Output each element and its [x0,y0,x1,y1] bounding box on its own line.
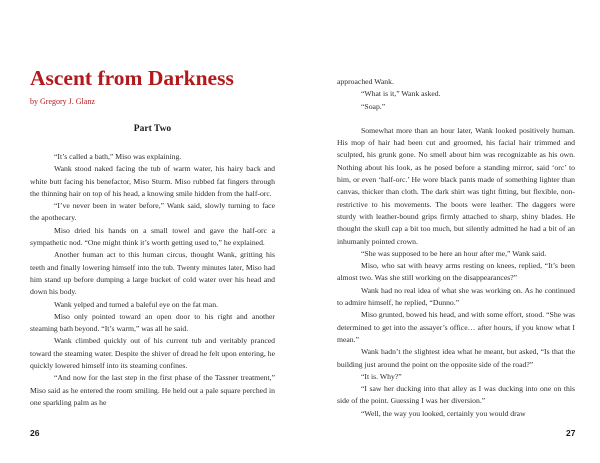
paragraph: Miso grunted, bowed his head, and with some effort, stood. “She was determined to get into the assayer’s office… after hours, if you know what I mean.” [337,310,575,344]
paragraph: “Well, the way you looked, certainly you would draw [361,408,526,418]
paragraph: “I’ve never been in water before,” Wank said, slowly turning to face the apothecary. [30,201,275,223]
paragraph: Miso dried his hands on a small towel and gave the half-orc a sympathetic nod. “One might think it’s worth getting used to,” he explained. [30,225,275,248]
paragraph: Wank hadn’t the slightest idea what he meant, but asked, “Is that the building just around the point on the opposite side of the road?” [337,347,575,369]
author-byline: by Gregory J. Glanz [30,97,95,106]
right-body-text [337,76,575,420]
paragraph: “And now for the last step in the first phase of the Tassner treatment,” Miso said as he entered the room smiling. He held out a pale square perched in one sparkling palm as he [30,373,275,407]
part-heading: Part Two [133,124,172,134]
paragraph: “I saw her ducking into that alley as I was ducking into one on this side of the point. Guessing I was her diversion.” [337,384,575,406]
paragraph: Miso only pointed toward an open door to his right and another steaming bath beyond. “It’s warm,” was all he said. [30,311,275,334]
paragraph: Wank stood naked facing the tub of warm water, his hairy back and white butt facing his benefactor, Miso Sturm. Miso rubbed fat fingers through the thinning hair on top of his head, a knowing smile hidden from the half-orc. [30,164,275,198]
paragraph: “What is it,” Wank asked. [361,89,441,99]
paragraph: Another human act to this human circus, thought Wank, gritting his teeth and finally lowering himself into the tub. Twenty minutes later, Miso had him stand up before dumping a large bucket of cold water over his head and down his body. [30,250,275,297]
page-number: 27 [566,428,576,438]
paragraph: approached Wank. [337,77,394,86]
paragraph: Wank climbed quickly out of his current tub and veritably pranced toward the steaming water. Despite the shiver of dread he felt upon entering, he quickly lowered himself into its steaming confines. [30,336,275,371]
left-body-text [30,151,275,409]
paragraph: Wank had no real idea of what she was working on. As he continued to admire himself, he replied, “Dunno.” [337,285,575,308]
paragraph: Somewhat more than an hour later, Wank looked positively human. His mop of hair had been cut and groomed, his facial hair trimmed and sculpted, his grunk gone. No smell about him was recognizable as his own. Nothing about his look, as he posed before a standing mirror, said ‘orc’ to him, or even ‘half-orc.’ He wore black pants made of something lighter than canvas, thicker than cloth. The dark shirt was tight fitting, but flexible, non-restrictive to his movements. The boots were leather. The daggers were sturdy with leather-bound grips firmly attached to sharp, shiny blades. He thought the skull cap a bit too much, but silently admitted he had a bit of an inhumanly pointed crown. [337,125,575,246]
paragraph: “She was supposed to be here an hour after me,” Wank said. [361,248,547,258]
paragraph: “Soap.” [361,101,386,111]
paragraph: “It’s called a bath,” Miso was explaining. [54,152,182,161]
paragraph: Miso, who sat with heavy arms resting on knees, replied, “It’s been almost two. Was she still working on the disappearances?” [337,261,575,283]
paragraph: “It is. Why?” [361,371,402,381]
page-number: 26 [30,428,40,438]
story-title: Ascent from Darkness [30,66,234,90]
right-page [300,0,600,463]
paragraph: Wank yelped and turned a baleful eye on the fat man. [54,299,218,309]
